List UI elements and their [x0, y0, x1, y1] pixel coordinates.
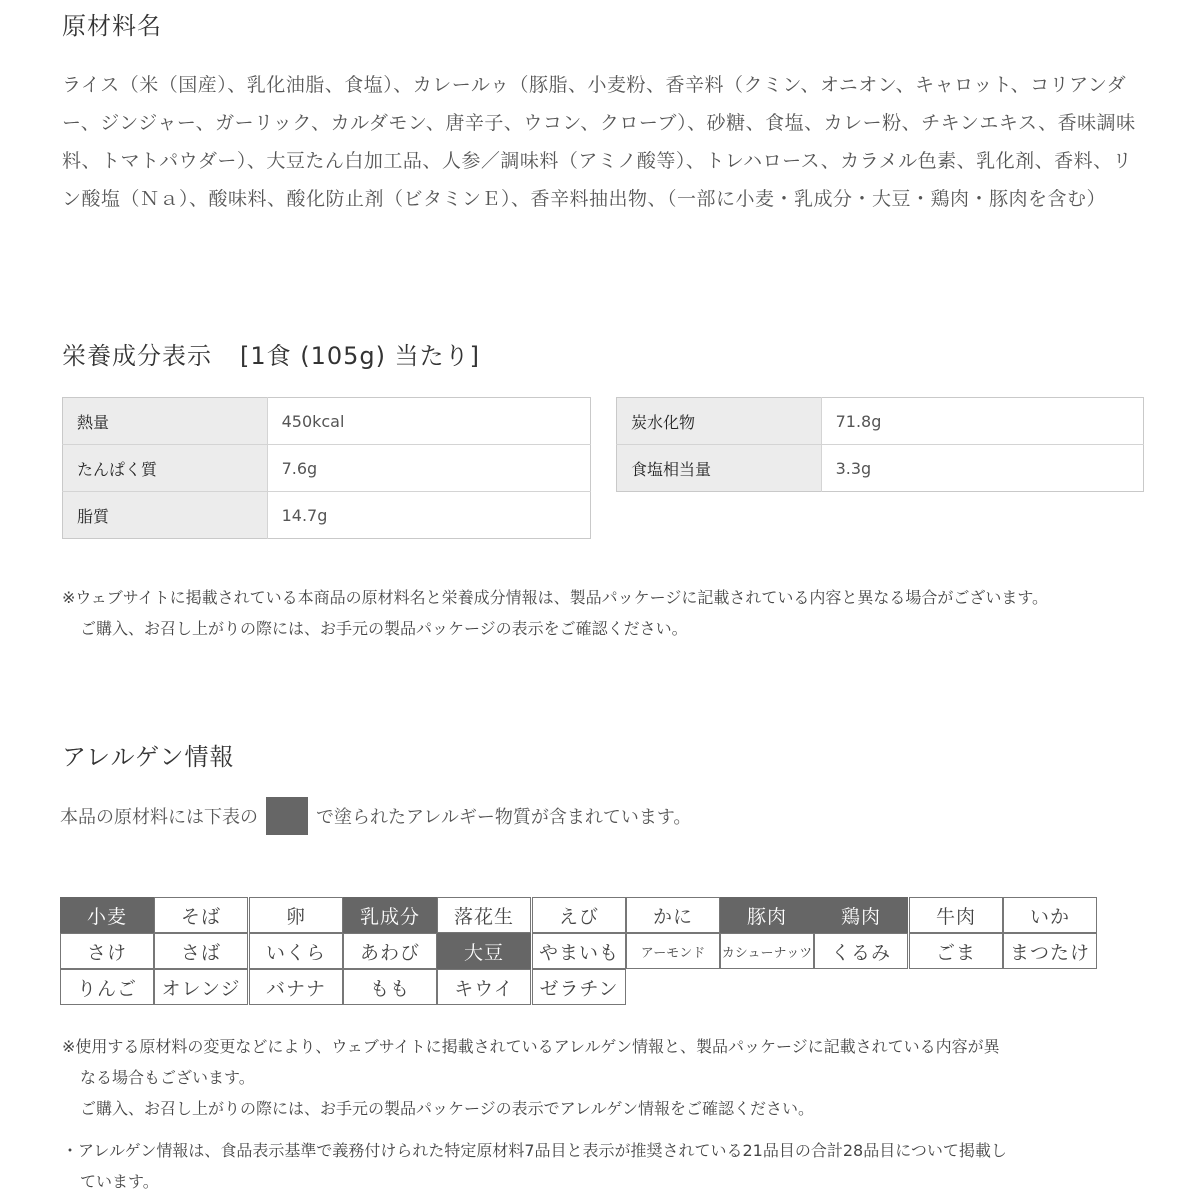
- legend-swatch: [266, 797, 308, 835]
- allergen-cell: ゼラチン: [532, 969, 626, 1005]
- allergen-cell: 牛肉: [909, 897, 1003, 933]
- nutrition-serving: [1食 (105g) 当たり]: [240, 342, 481, 370]
- allergen-legend-text: で塗られたアレルギー物質が含まれています。: [316, 807, 692, 828]
- allergen-disclaimer-line: ※使用する原材料の変更などにより、ウェブサイトに掲載されているアレルゲン情報と、製品パッケージに記載されている内容が異: [62, 1037, 1000, 1056]
- nutrition-table-right: [616, 397, 1144, 492]
- nutrition-row: [63, 492, 591, 539]
- allergen-cell: オレンジ: [154, 969, 248, 1005]
- allergen-cell: あわび: [343, 933, 437, 969]
- ingredients-text: ライス（米（国産）、乳化油脂、食塩）、カレールゥ（豚脂、小麦粉、香辛料（クミン、オニオン、キャロット、コリアンダー、ジンジャー、ガーリック、カルダモン、唐辛子、ウコン、クローブ）、砂糖、食塩、カレー粉、チキンエキス、香味調味料、トマトパウダー）、大豆たん白加工品、人参／調味料（アミノ酸等）、トレハロース、カラメル色素、乳化剤、香料、リン酸塩（Ｎａ）、酸味料、酸化防止剤（ビタミンＥ）、香辛料抽出物、（一部に小麦・乳成分・大豆・鶏肉・豚肉を含む）: [62, 74, 1136, 210]
- nutrition-label: 脂質: [63, 492, 268, 539]
- allergen-cell: そば: [154, 897, 248, 933]
- nutrition-label: 食塩相当量: [617, 445, 822, 492]
- nutrition-table-left: [62, 397, 591, 539]
- allergen-cell: 卵: [249, 897, 343, 933]
- allergen-cell: バナナ: [249, 969, 343, 1005]
- allergen-cell: 大豆: [437, 933, 531, 969]
- allergen-cell: いか: [1003, 897, 1097, 933]
- allergen-disclaimer-line: ご購入、お召し上がりの際には、お手元の製品パッケージの表示でアレルゲン情報をご確認ください。: [80, 1099, 815, 1118]
- nutrition-label: たんぱく質: [63, 445, 268, 492]
- allergen-cell: かに: [626, 897, 720, 933]
- nutrition-label: 炭水化物: [617, 398, 822, 445]
- allergen-footnote-line: ています。: [80, 1172, 159, 1191]
- allergen-title: アレルゲン情報: [62, 743, 235, 771]
- allergen-grid: [60, 897, 1097, 1007]
- allergen-footnote-line: ・アレルゲン情報は、食品表示基準で義務付けられた特定原材料7品目と表示が推奨されている21品目の合計28品目について掲載し: [62, 1141, 1007, 1160]
- nutrition-row: [617, 445, 1144, 492]
- ingredients-title: 原材料名: [62, 12, 162, 40]
- allergen-disclaimer: [62, 1031, 1000, 1124]
- allergen-footnote: [62, 1135, 1007, 1197]
- allergen-cell: カシューナッツ: [720, 933, 814, 969]
- nutrition-label: 熱量: [63, 398, 268, 445]
- nutrition-disclaimer-line: ご購入、お召し上がりの際には、お手元の製品パッケージの表示をご確認ください。: [80, 619, 688, 638]
- allergen-cell: まつたけ: [1003, 933, 1097, 969]
- nutrition-disclaimer: [62, 582, 1048, 644]
- allergen-cell: ごま: [909, 933, 1003, 969]
- nutrition-value: 450kcal: [267, 398, 590, 445]
- allergen-cell: いくら: [249, 933, 343, 969]
- nutrition-row: [63, 398, 591, 445]
- allergen-legend-text: 本品の原材料には下表の: [60, 807, 258, 828]
- allergen-cell: もも: [343, 969, 437, 1005]
- nutrition-disclaimer-line: ※ウェブサイトに掲載されている本商品の原材料名と栄養成分情報は、製品パッケージに記載されている内容と異なる場合がございます。: [62, 588, 1049, 607]
- allergen-cell: キウイ: [437, 969, 531, 1005]
- nutrition-title-text: 栄養成分表示: [62, 342, 212, 370]
- allergen-cell: さば: [154, 933, 248, 969]
- nutrition-value: 14.7g: [267, 492, 590, 539]
- allergen-disclaimer-line: なる場合もございます。: [80, 1068, 255, 1087]
- allergen-cell: やまいも: [532, 933, 626, 969]
- nutrition-value: 7.6g: [267, 445, 590, 492]
- allergen-cell: 豚肉: [720, 897, 814, 933]
- nutrition-row: [63, 445, 591, 492]
- allergen-cell: くるみ: [814, 933, 908, 969]
- allergen-cell: 乳成分: [343, 897, 437, 933]
- nutrition-value: 3.3g: [821, 445, 1143, 492]
- allergen-cell: アーモンド: [626, 933, 720, 969]
- allergen-cell: さけ: [60, 933, 154, 969]
- allergen-cell: えび: [532, 897, 626, 933]
- nutrition-row: [617, 398, 1144, 445]
- allergen-cell: 小麦: [60, 897, 154, 933]
- nutrition-value: 71.8g: [821, 398, 1143, 445]
- allergen-cell: 落花生: [437, 897, 531, 933]
- allergen-cell: りんご: [60, 969, 154, 1005]
- allergen-cell: 鶏肉: [814, 897, 908, 933]
- nutrition-title: [62, 336, 480, 371]
- allergen-legend: [60, 797, 691, 835]
